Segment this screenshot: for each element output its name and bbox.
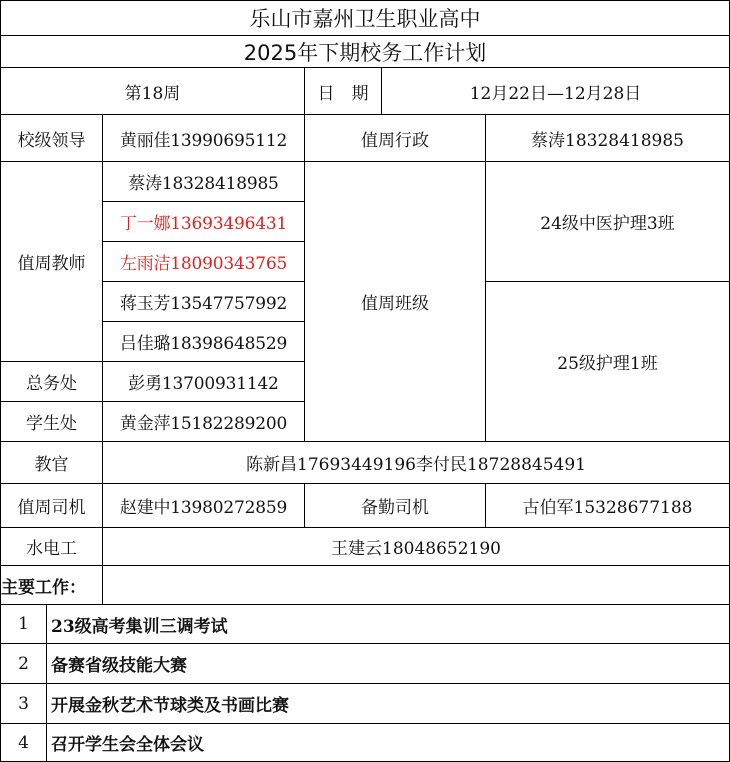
school-leader-value: 黄丽佳13990695112	[102, 114, 305, 162]
duty-admin-label: 值周行政	[304, 114, 486, 162]
work-item-text: 23级高考集训三调考试	[46, 604, 730, 644]
main-work-empty-cell	[102, 565, 730, 605]
electrician-label: 水电工	[0, 527, 103, 566]
duty-teacher-3: 左雨洁18090343765	[102, 241, 305, 282]
duty-driver-label: 值周司机	[0, 483, 103, 528]
date-range: 12月22日—12月28日	[381, 67, 730, 115]
duty-class-2: 25级护理1班	[485, 281, 730, 442]
work-item-text: 召开学生会全体会议	[46, 723, 730, 762]
instructor-persons: 陈新昌17693449196李付民18728845491	[102, 441, 730, 484]
electrician-person: 王建云18048652190	[102, 527, 730, 566]
school-leader-label: 校级领导	[0, 114, 103, 162]
work-item-number: 2	[0, 643, 47, 684]
work-item-number: 1	[0, 604, 47, 644]
duty-teacher-5: 吕佳璐18398648529	[102, 321, 305, 362]
duty-class-label: 值周班级	[304, 161, 486, 442]
duty-teacher-2: 丁一娜13693496431	[102, 201, 305, 242]
backup-driver-label: 备勤司机	[304, 483, 486, 528]
duty-admin-value: 蔡涛18328418985	[485, 114, 730, 162]
student-office-person: 黄金萍15182289200	[102, 401, 305, 442]
week-number: 第18周	[0, 67, 305, 115]
instructor-label: 教官	[0, 441, 103, 484]
student-office-label: 学生处	[0, 401, 103, 442]
duty-teacher-1: 蔡涛18328418985	[102, 161, 305, 202]
work-item-text: 备赛省级技能大赛	[46, 643, 730, 684]
backup-driver-value: 古伯军15328677188	[485, 483, 730, 528]
duty-teachers-label: 值周教师	[0, 161, 103, 362]
duty-class-1: 24级中医护理3班	[485, 161, 730, 282]
work-item-number: 4	[0, 723, 47, 762]
date-label: 日 期	[304, 67, 382, 115]
general-affairs-person: 彭勇13700931142	[102, 361, 305, 402]
work-item-number: 3	[0, 683, 47, 724]
general-affairs-label: 总务处	[0, 361, 103, 402]
plan-title: 2025年下期校务工作计划	[0, 35, 730, 68]
school-name: 乐山市嘉州卫生职业高中	[0, 0, 730, 36]
duty-driver-value: 赵建中13980272859	[102, 483, 305, 528]
duty-teacher-4: 蒋玉芳13547757992	[102, 281, 305, 322]
main-work-label: 主要工作：	[0, 565, 103, 605]
work-item-text: 开展金秋艺术节球类及书画比赛	[46, 683, 730, 724]
